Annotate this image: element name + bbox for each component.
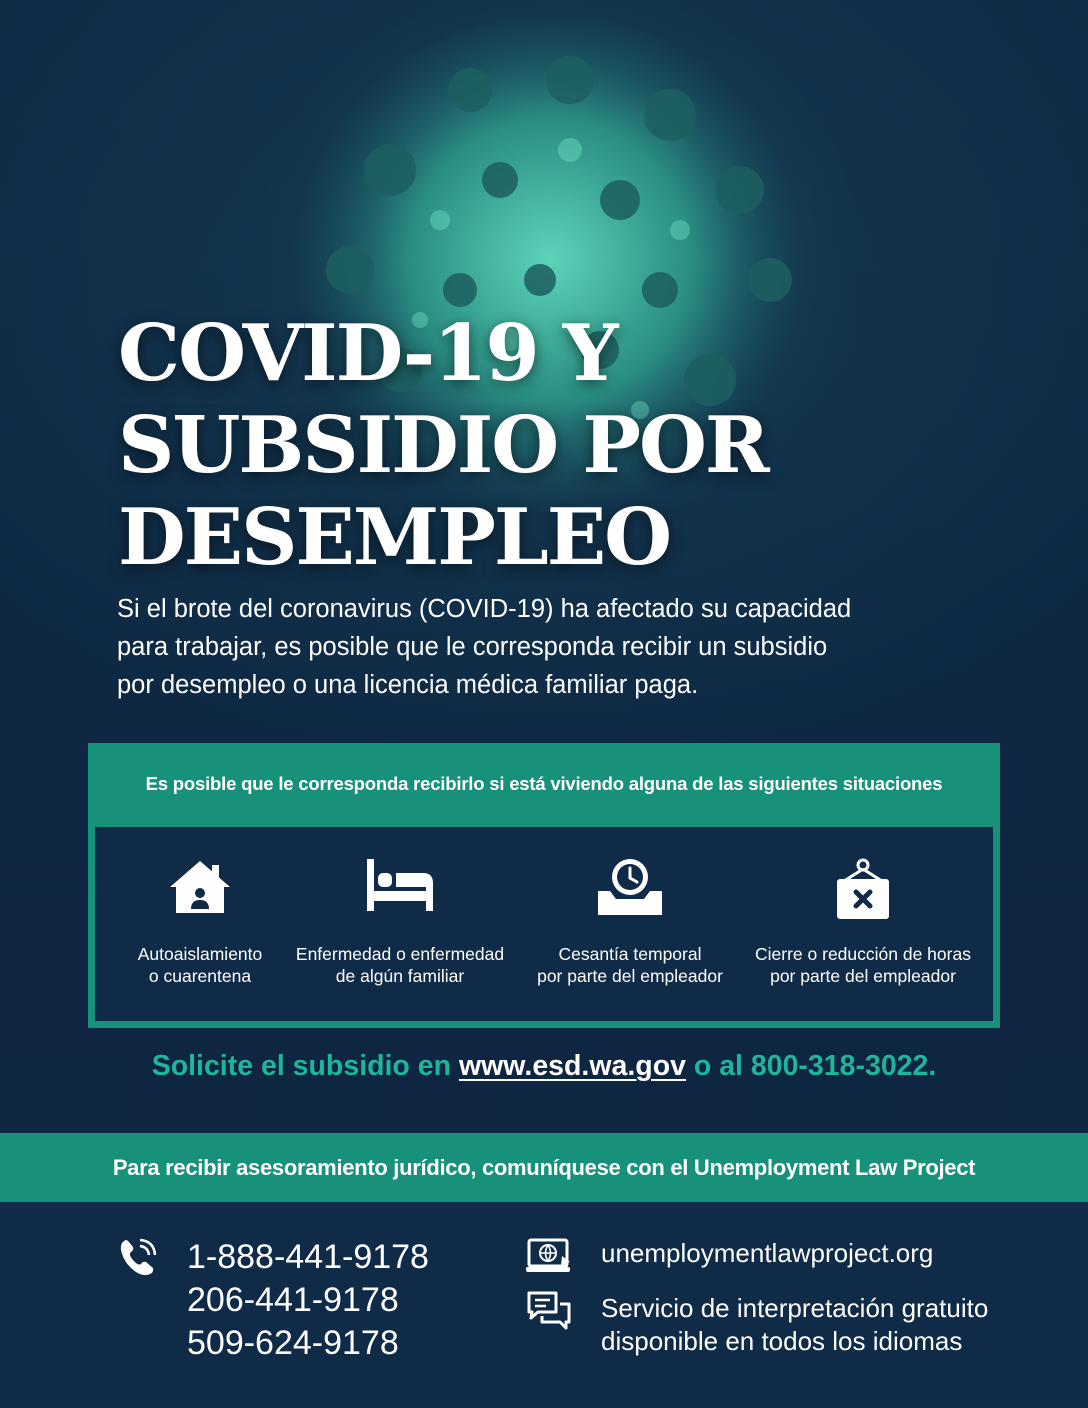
- ulp-website-link[interactable]: unemploymentlawproject.org: [601, 1238, 934, 1268]
- phone-icon: [118, 1238, 158, 1278]
- situation-line-2: de algún familiar: [335, 966, 465, 986]
- title-line-3: DESEMPLEO: [118, 492, 671, 583]
- situation-line-1: Cierre o reducción de horas: [755, 944, 971, 964]
- clock-inbox-icon: [596, 857, 664, 917]
- situation-label: [285, 943, 515, 987]
- title-line-1: COVID-19 Y: [118, 308, 617, 399]
- situation-label: [515, 943, 745, 987]
- apply-suffix: o al 800-318-3022.: [685, 1050, 937, 1082]
- apply-prefix: Solicite el subsidio en: [151, 1050, 459, 1082]
- situations-box: [88, 743, 1000, 1028]
- situations-heading: Es posible que le corresponda recibirlo si está viviendo alguna de las siguientes situaciones: [145, 773, 943, 794]
- closed-sign-icon: [833, 857, 893, 921]
- situations-list: [95, 827, 993, 1021]
- intro-line-2: para trabajar, es posible que le corresponda recibir un subsidio: [117, 633, 828, 661]
- chat-bubbles-icon: [526, 1290, 572, 1332]
- interpretation-line-1: Servicio de interpretación gratuito: [601, 1293, 989, 1323]
- phone-number-3[interactable]: 509-624-9178: [187, 1324, 399, 1362]
- situation-line-1: Enfermedad o enfermedad: [295, 944, 505, 964]
- house-person-icon: [166, 857, 234, 917]
- situation-closure: [745, 827, 981, 1021]
- situation-line-2: por parte del empleador: [537, 966, 723, 986]
- website-icon: [526, 1238, 572, 1274]
- page-title: [118, 308, 878, 584]
- situation-line-1: Cesantía temporal: [558, 944, 702, 964]
- title-line-2: SUBSIDIO POR: [118, 400, 768, 491]
- apply-line: [0, 1050, 1088, 1083]
- situation-illness: [285, 827, 515, 1021]
- situation-self-isolation: [115, 827, 285, 1021]
- situation-label: [745, 943, 981, 987]
- situation-label: [115, 943, 285, 987]
- contact-section: [0, 1202, 1088, 1408]
- interpretation-line-2: disponible en todos los idiomas: [601, 1326, 963, 1356]
- bed-icon: [365, 857, 435, 913]
- intro-paragraph: [117, 590, 937, 704]
- interpretation-service-text: [601, 1292, 988, 1358]
- situation-line-2: o cuarentena: [148, 966, 252, 986]
- situation-temporary-layoff: [515, 827, 745, 1021]
- esd-website-link[interactable]: www.esd.wa.gov: [458, 1050, 686, 1082]
- intro-line-1: Si el brote del coronavirus (COVID-19) ha afectado su capacidad: [117, 595, 852, 623]
- legal-advice-band: Para recibir asesoramiento jurídico, comuníquese con el Unemployment Law Project: [0, 1133, 1088, 1202]
- phone-number-2[interactable]: 206-441-9178: [187, 1281, 399, 1319]
- situation-line-2: por parte del empleador: [770, 966, 956, 986]
- situation-line-1: Autoaislamiento: [137, 944, 263, 964]
- phone-number-1[interactable]: 1-888-441-9178: [187, 1238, 429, 1276]
- intro-line-3: por desempleo o una licencia médica familiar paga.: [117, 671, 699, 699]
- phone-numbers: [187, 1236, 429, 1365]
